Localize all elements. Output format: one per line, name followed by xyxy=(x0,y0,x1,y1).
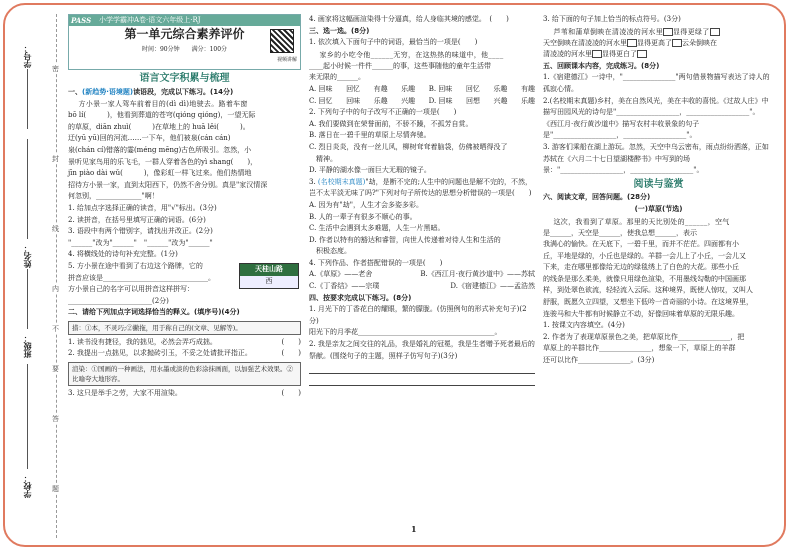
passage-line: 迂(yū yū)回的河流……一下车，他们被泉(cán cán) xyxy=(68,134,231,143)
question-item: 3. 给下面的句子加上恰当的标点符号。(3分) xyxy=(543,15,681,23)
option[interactable]: D.《宿建德江》——孟浩然 xyxy=(450,282,535,291)
seal-char: 内 xyxy=(52,285,59,293)
question-item: 方小景自己的名字可以用拼音这样拼写： xyxy=(68,285,194,294)
answer-paren[interactable]: ( ) xyxy=(281,337,301,346)
question-item: 1. 读书没有捷径，我的拙见，必然会弄巧成拙。 ( ) xyxy=(68,337,301,349)
punctuation-line: 清凌凌的河水里 显得更白了 xyxy=(543,49,774,61)
section-title: 阅读与鉴赏 xyxy=(633,178,684,190)
article-line: 的线条是那么柔美，就像只用绿色渲染，不用墨线勾勒的中国画那 xyxy=(543,274,746,283)
question-item: 3. (名校期末真题)"劫，是断不完的;人生中的问题也是解不完的，不然，岂不太平淡无味了吗?"下列对句子所传达的思想分析错误的一项是( ) xyxy=(309,177,532,198)
option[interactable]: A. 我们要做到在荣誉面前，不骄不躁，不孤芳自赏。 xyxy=(309,119,473,128)
question-item: 1. 月光下的丁香花白的耀眼，繁的朦胧。(仿照例句的形式补充句子)(2分) xyxy=(309,305,527,325)
article-line: 这次，我看到了草原。那里的天比别处的______，空气 xyxy=(553,217,730,226)
answer-paren[interactable]: ( ) xyxy=(281,389,301,398)
punctuation-box[interactable] xyxy=(627,39,637,47)
school-line xyxy=(27,364,28,469)
article-line: 丘，平地是绿的，小丘也是绿的。羊群一会儿上了小丘，一会儿又 xyxy=(543,251,746,260)
answer-line[interactable]: 阳光下的月季花_______________________________________。 xyxy=(309,328,502,337)
qr-label: 视频讲解 xyxy=(276,57,297,63)
seal-dashed-line xyxy=(56,14,57,538)
punctuation-box[interactable] xyxy=(672,39,682,47)
seal-char: 封 xyxy=(52,155,59,163)
question-item: 2. 我提出一点拙见，以求抛砖引玉，不妥之处请批评指正。 ( ) xyxy=(68,348,301,360)
section-title: 语言文字积累与梳理 xyxy=(139,73,230,84)
question-heading: 三、选一选。(8分) xyxy=(309,26,370,35)
question-heading: 五、回顾课本内容，完成练习。(8分) xyxy=(543,61,660,70)
question-item: 2. 读拼音，在括号里填写正确的词语。(6分) xyxy=(68,215,206,224)
question-item[interactable]: 还可以比作_______________。(3分) xyxy=(543,356,655,365)
question-heading: 四、按要求完成以下练习。(8分) xyxy=(309,293,412,302)
question-item[interactable]: 草原上的羊群比作_______________，想象一下，草原上的羊群 xyxy=(543,344,736,353)
question-item: 5. 方小景在途中看到了右边这个路牌，它的 xyxy=(68,261,203,270)
question-item: 1. 给加点字选择正确的读音，用"√"标出。(3分) xyxy=(68,203,217,212)
option[interactable]: A.《草原》——老舍 xyxy=(309,270,373,279)
option[interactable]: D. 作者以特有的豁达和睿智，向世人传递着对待人生和生活的 xyxy=(309,235,501,244)
punctuation-box[interactable] xyxy=(710,28,720,36)
article-line: 下来，走在哪里都像给无边的绿毯绣上了白色的大花。那些小丘 xyxy=(543,263,739,272)
passage-line: 何忽别，_____________"啊！ xyxy=(68,192,159,201)
exam-title: 第一单元综合素养评价 xyxy=(124,27,245,41)
passage-line: 泉(chán cí)错落的霎(méng mēng)古色所吸引。忽然，小 xyxy=(68,145,252,154)
seal-char: 密 xyxy=(52,65,59,73)
question-item: 4. 将横线处的诗句补充完整。(1分) xyxy=(68,250,178,259)
passage-line: bō lí( )，他看到葬道的苍穹(qióng qióng)，一望无际 xyxy=(68,111,256,120)
question-item: 2. 下列句子中的句子改写不正确的一项是( ) xyxy=(309,108,457,117)
question-item[interactable]: 1.《宿建德江》一诗中，"_______________"两句借景物描写表达了诗人的孤寂心情。 xyxy=(543,73,770,93)
question-heading: 二、请给下列加点字词选择恰当的释义。(填序号)(4分) xyxy=(68,308,240,317)
option[interactable]: B.《西江月·夜行黄沙道中》——苏轼 xyxy=(420,270,535,279)
qr-code-icon[interactable] xyxy=(270,29,294,53)
option[interactable]: C. 回忆 xyxy=(309,96,333,105)
binding-margin xyxy=(16,14,66,538)
road-sign-name: 天桂山路 xyxy=(240,264,298,276)
definition-box: 措：①本，不灵巧;②撇拖，用于称自己的(文章、见解等)。 xyxy=(68,321,301,335)
article-line: 是______，天空是______，使我总想______，表示 xyxy=(543,228,697,237)
column-3 xyxy=(543,14,774,367)
name-label: 姓名： xyxy=(23,244,32,268)
answer-line[interactable] xyxy=(309,364,535,374)
column-2 xyxy=(309,14,535,388)
series-name: 小学学霸冲A卷·语文六年级上·RJ xyxy=(99,16,201,24)
option[interactable]: D. 平静的湖水像一面巨大无瑕的镜子。 xyxy=(309,166,431,175)
option[interactable]: C. 生活中会遇到太多难题，人生一片黑暗。 xyxy=(309,224,445,233)
answer-line[interactable]: 拼音应该是______________________________。 xyxy=(68,273,215,282)
question-item: 2. 我是亲友之间交往的礼品，我是婚礼的冠冕，我是生者赠予死者最后的祭献。(围绕句子的主题，照样子仿写句子)(3分) xyxy=(309,340,535,360)
class-label: 班级： xyxy=(23,334,32,358)
option[interactable]: C. 烈日炎炎，没有一丝儿风，柳树耷耷着脑袋，仿佛被晒得没了 xyxy=(309,142,508,151)
brand-logo: PASS xyxy=(71,16,92,25)
punctuation-box[interactable] xyxy=(637,50,647,58)
question-item: 3. 语段中有两个错别字，请找出并改正。(2分) xyxy=(68,227,213,236)
answer-line[interactable]: "______"改为"______" "______"改为"______" xyxy=(68,238,213,247)
exam-sheet xyxy=(16,14,774,538)
passage-line: 招待方小景一家，直到太阳西下，仍然不舍分别。真是"家汉情深 xyxy=(68,180,268,189)
id-line xyxy=(27,69,28,129)
class-line xyxy=(27,269,28,329)
punctuation-box[interactable] xyxy=(663,28,673,36)
road-sign-direction: 西 xyxy=(265,276,273,285)
article-line: 舒服，既愿久立四望，又想坐下低吟一首奇丽的小诗。在这境界里， xyxy=(543,298,753,307)
question-item[interactable]: 《西江月·夜行黄沙道中》描写农村丰收景象的句子是"__________________，__________________"。 xyxy=(543,119,700,140)
seal-char: 不 xyxy=(52,325,59,333)
article-title: (一)草原(节选) xyxy=(634,204,683,213)
answer-line[interactable]: ________________________(2分) xyxy=(68,296,169,305)
article-line: 样，到处翠色欲流，轻轻流入云际。这种境界，既使人惊叹，又叫人 xyxy=(543,286,753,295)
article-line: 我满心的愉快。在天底下，一碧千里，而并不茫茫。四面都有小 xyxy=(543,240,739,249)
article-line: 连骏马和大牛都有时候静立不动，好像回味着草原的无限乐趣。 xyxy=(543,309,739,318)
passage-line: 景听见家鸟用的乐飞毛，一群人穿着各色的yì shang( )， xyxy=(68,157,258,166)
option-row: C. 回忆 回味 乐趣 兴趣 D. 回味 回想 兴趣 乐趣 xyxy=(309,96,535,108)
passage xyxy=(68,98,301,203)
seal-char: 答 xyxy=(52,415,59,423)
question-item: 1. 依次填入下面句子中的词语，最恰当的一项是( ) xyxy=(309,38,478,47)
option-row xyxy=(309,281,535,293)
seal-char: 题 xyxy=(52,485,59,493)
road-sign xyxy=(239,263,299,289)
question-text: ____起小时候一件件______的事，这些事随他的童年生活带 xyxy=(309,61,491,70)
punctuation-box[interactable] xyxy=(592,50,602,58)
passage-line: jīn piào dài wǔ( )，像彩虹一样飞过来。他们热情地 xyxy=(68,169,252,178)
answer-line[interactable] xyxy=(309,376,535,386)
question-item[interactable]: 2. 作者为了表现草原景色之美，把草原比作_______________，把 xyxy=(543,332,745,341)
passage-line: 方小景一家人驾车前着目的(dì dì)地驶去。路着车窗 xyxy=(78,100,248,109)
exam-meta: 时间：90分钟 满分：100分 xyxy=(141,45,228,53)
option: 积极态度。 xyxy=(309,247,351,256)
exam-header xyxy=(68,14,301,70)
option[interactable]: B. 人的一辈子有很多不顺心的事。 xyxy=(309,212,417,221)
question-item: 4. 画家将这幅画渲染得十分逼真，给人身临其境的感觉。 ( ) xyxy=(309,15,509,23)
answer-paren[interactable]: ( ) xyxy=(281,349,301,358)
option-row: A. 回味 回忆 有趣 乐趣 B. 回味 回忆 乐趣 有趣 xyxy=(309,84,535,96)
punctuation-line: 天空倒映在清凌凌的河水里 显得更高了 云朵倒映在 xyxy=(543,38,717,47)
question-heading: 六、阅读文章，回答问题。(28分) xyxy=(543,193,651,202)
id-label: 学号： xyxy=(23,44,32,68)
option[interactable]: D. 回味 xyxy=(428,96,453,105)
name-line xyxy=(27,139,28,239)
question-item: 4. 下列作品、作者搭配错误的一项是( ) xyxy=(309,258,443,267)
question-text: 家乡的小吃令他______无穷，在这热热的味道中，他____ xyxy=(319,50,504,59)
article xyxy=(543,216,774,321)
question-heading: 一、(新趋势·语境题)读语段，完成以下练习。(14分) xyxy=(68,87,234,96)
column-1 xyxy=(68,14,301,400)
definition-box: 渲染：①国画的一种画法，用水墨或淡的色彩涂抹画面，以加强艺术效果。②比喻夸大地形容。 xyxy=(68,362,301,386)
question-item[interactable]: 3. 游客们乘船在湖上游玩。忽然，天空中乌云密布，雨点纷纷洒落，正如苏轼在《六月二十七日望湖楼醉书》中写到的场景："__________________，__________________"。 xyxy=(543,142,769,175)
passage-line: 的草原，diān zhuì( )在草地上的 huā lěi( )。 xyxy=(68,122,250,131)
punctuation-line: 芦苇和蒲草倒映在清凌凌的河水里 显得更绿了 xyxy=(543,26,774,38)
option[interactable]: A. 回味 xyxy=(309,84,333,93)
school-label: 学校： xyxy=(23,474,32,498)
option[interactable]: C.《丁香结》——宗璞 xyxy=(309,282,380,291)
question-text: 来无限的______。 xyxy=(309,73,365,82)
option[interactable]: B. 落日在一碧千里的草原上尽情奔驰。 xyxy=(309,131,431,140)
option[interactable]: A. 因为有"劫"，人生才会多姿多彩。 xyxy=(309,200,423,209)
question-item: 3. 这只是举手之劳，大家不用渲染。 ( ) xyxy=(68,388,301,400)
question-item: 1. 按课文内容填空。(4分) xyxy=(543,321,625,330)
page-number: 1 xyxy=(411,524,417,534)
option[interactable]: B. 回味 xyxy=(428,84,453,93)
option-row xyxy=(309,269,535,281)
seal-char: 线 xyxy=(52,225,59,233)
series-bar xyxy=(69,15,300,26)
option: 精神。 xyxy=(309,154,337,163)
seal-char: 要 xyxy=(52,365,59,373)
question-item[interactable]: 2.(名校期末真题)乡村，美在自然风光，美在丰收的喜悦。《过故人庄》中描写田园风光的诗句是"__________________，__________________"。 xyxy=(543,96,769,117)
